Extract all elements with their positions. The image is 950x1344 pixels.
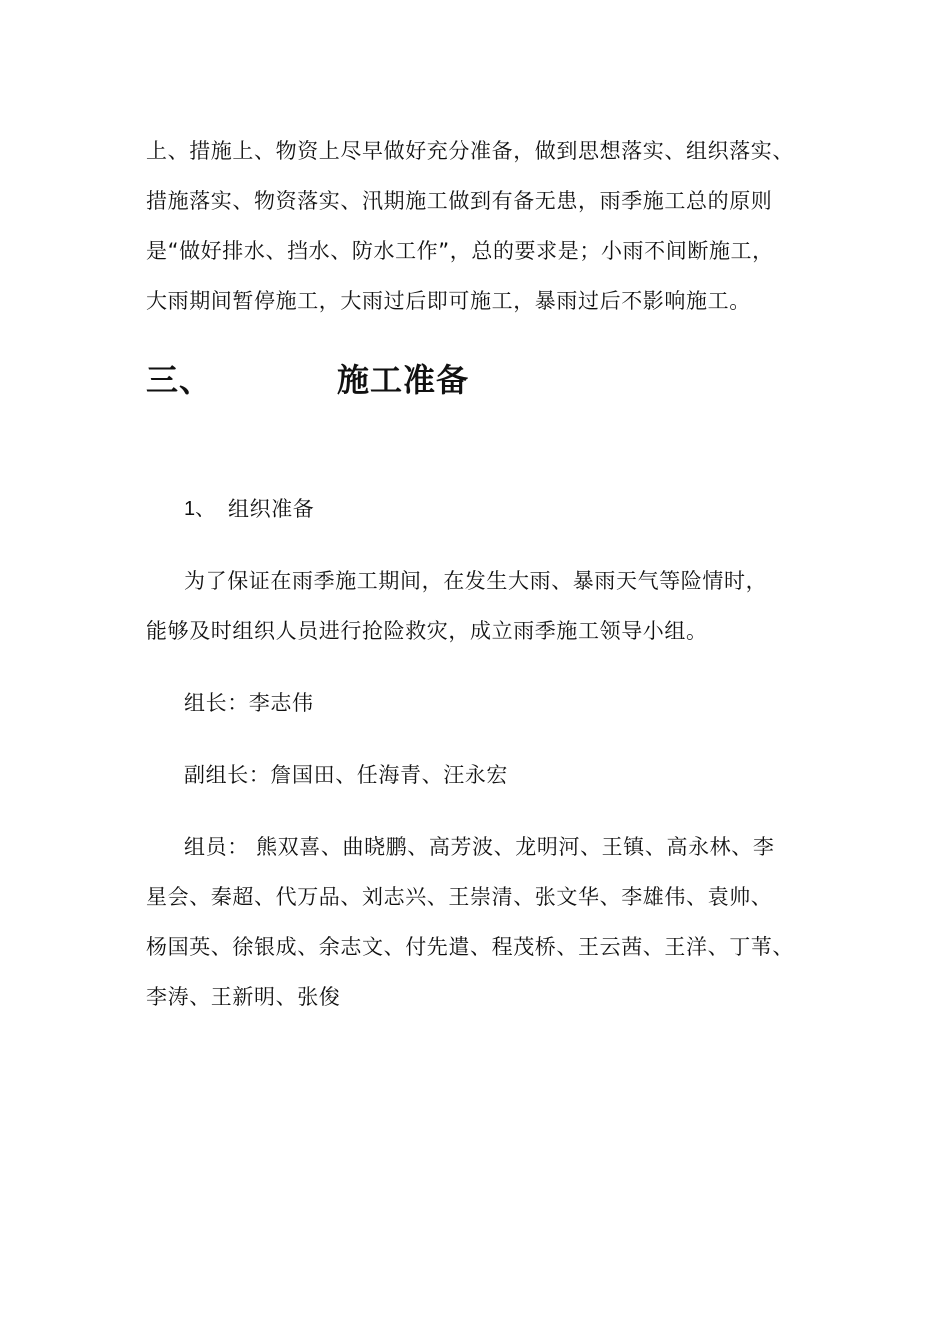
subsection-title: 组织准备 xyxy=(228,497,315,521)
intro-line-4: 大雨期间暂停施工，大雨过后即可施工，暴雨过后不影响施工。 xyxy=(146,289,751,313)
team-leader: 组长：李志伟 xyxy=(184,691,314,715)
team-members-line-4: 李涛、王新明、张俊 xyxy=(146,985,341,1009)
subsection-number: 1、 xyxy=(184,498,216,520)
team-members-line-3: 杨国英、徐银成、余志文、付先遣、程茂桥、王云茜、王洋、丁苇、 xyxy=(146,935,794,959)
team-members-line-1: 组员： 熊双喜、曲晓鹏、高芳波、龙明河、王镇、高永林、李 xyxy=(184,835,775,859)
team-deputy: 副组长：詹国田、任海青、汪永宏 xyxy=(184,763,508,787)
intro-line-2: 措施落实、物资落实、汛期施工做到有备无患，雨季施工总的原则 xyxy=(146,189,773,213)
section-title: 施工准备 xyxy=(337,361,470,399)
purpose-line-2: 能够及时组织人员进行抢险救灾，成立雨季施工领导小组。 xyxy=(146,619,708,643)
team-members-line-2: 星会、秦超、代万品、刘志兴、王崇清、张文华、李雄伟、袁帅、 xyxy=(146,885,773,909)
intro-line-1: 上、措施上、物资上尽早做好充分准备，做到思想落实、组织落实、 xyxy=(146,139,794,163)
purpose-line-1: 为了保证在雨季施工期间，在发生大雨、暴雨天气等险情时， xyxy=(184,569,768,593)
section-number: 三、 xyxy=(146,361,213,399)
intro-line-3: 是“做好排水、挡水、防水工作”，总的要求是；小雨不间断施工， xyxy=(146,239,774,263)
